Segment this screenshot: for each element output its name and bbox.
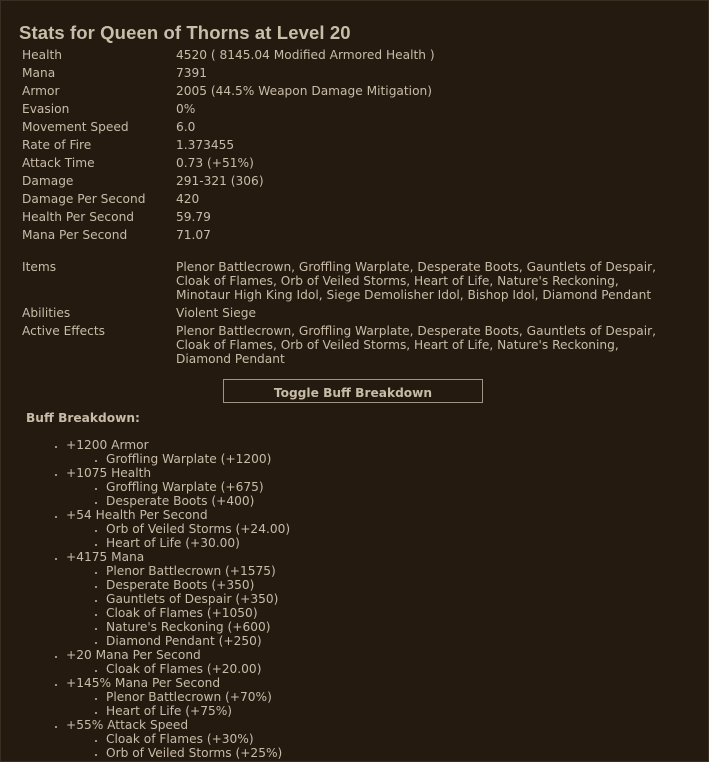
stat-row xyxy=(20,100,686,118)
active-effects-value xyxy=(176,322,686,368)
stat-value: 420 xyxy=(176,192,200,206)
buff-source: • Heart of Life (+30.00) xyxy=(106,536,290,550)
stat-label: Attack Time xyxy=(22,156,95,170)
stat-value: 71.07 xyxy=(176,228,211,242)
stat-row xyxy=(20,190,686,208)
buff-source: • Groffling Warplate (+1200) xyxy=(106,452,290,466)
stat-value: 2005 (44.5% Weapon Damage Mitigation) xyxy=(176,84,433,98)
stat-label: Damage xyxy=(22,174,74,188)
buff-name: +145% Mana Per Second xyxy=(66,676,221,690)
buff-source: • Orb of Veiled Storms (+24.00) xyxy=(106,522,290,536)
buff-source: • Cloak of Flames (+30%) xyxy=(106,732,290,746)
buff-item xyxy=(66,550,290,648)
buff-source-list xyxy=(66,662,290,676)
stat-value: 59.79 xyxy=(176,210,211,224)
stat-row xyxy=(20,226,686,244)
buff-source: • Nature's Reckoning (+600) xyxy=(106,620,290,634)
stat-label: Mana Per Second xyxy=(22,228,128,242)
buff-item xyxy=(66,508,290,550)
stat-row xyxy=(20,82,686,100)
buff-item xyxy=(66,676,290,718)
active-effects-row xyxy=(20,322,686,368)
stat-row xyxy=(20,46,686,64)
items-label: Items xyxy=(22,260,57,274)
buff-item xyxy=(66,466,290,508)
buff-breakdown-title: Buff Breakdown: xyxy=(26,411,140,425)
buff-name: +1075 Health xyxy=(66,466,152,480)
active-effects-label: Active Effects xyxy=(22,324,105,338)
stat-row xyxy=(20,136,686,154)
buff-source: • Orb of Veiled Storms (+25%) xyxy=(106,746,290,760)
buff-source-list xyxy=(66,452,290,466)
buff-source: • Desperate Boots (+400) xyxy=(106,494,290,508)
items-row xyxy=(20,258,686,304)
items-line: Cloak of Flames, Orb of Veiled Storms, Heart of Life, Nature's Reckoning, xyxy=(176,274,619,288)
buff-item xyxy=(66,718,290,760)
stat-label: Mana xyxy=(22,66,56,80)
stat-row xyxy=(20,172,686,190)
buff-source: • Cloak of Flames (+20.00) xyxy=(106,662,290,676)
page-title: Stats for Queen of Thorns at Level 20 xyxy=(19,22,351,43)
buff-item xyxy=(66,648,290,676)
items-value xyxy=(176,258,686,304)
stat-label: Health xyxy=(22,48,63,62)
buff-name: +1200 Armor xyxy=(66,438,149,452)
buff-source: • Plenor Battlecrown (+70%) xyxy=(106,690,290,704)
stat-row xyxy=(20,118,686,136)
buff-name: +20 Mana Per Second xyxy=(66,648,201,662)
active-effects-line: Plenor Battlecrown, Groffling Warplate, Desperate Boots, Gauntlets of Despair, xyxy=(176,324,657,338)
items-line: Plenor Battlecrown, Groffling Warplate, Desperate Boots, Gauntlets of Despair, xyxy=(176,260,657,274)
stat-row xyxy=(20,64,686,82)
buff-name: +54 Health Per Second xyxy=(66,508,208,522)
stat-label: Health Per Second xyxy=(22,210,135,224)
stat-label: Movement Speed xyxy=(22,120,129,134)
abilities-value: Violent Siege xyxy=(176,306,257,320)
stat-label: Damage Per Second xyxy=(22,192,146,206)
buff-source: • Desperate Boots (+350) xyxy=(106,578,290,592)
buff-source: • Heart of Life (+75%) xyxy=(106,704,290,718)
buff-source-list xyxy=(66,522,290,550)
buff-name: +4175 Mana xyxy=(66,550,145,564)
stat-value: 291-321 (306) xyxy=(176,174,264,188)
buff-item xyxy=(66,438,290,466)
buff-source: • Groffling Warplate (+675) xyxy=(106,480,290,494)
buff-source: • Diamond Pendant (+250) xyxy=(106,634,290,648)
abilities-row xyxy=(20,304,686,322)
stat-value: 1.373455 xyxy=(176,138,235,152)
buff-source: • Cloak of Flames (+1050) xyxy=(106,606,290,620)
active-effects-line: Diamond Pendant xyxy=(176,352,285,366)
stat-value: 4520 ( 8145.04 Modified Armored Health ) xyxy=(176,48,435,62)
stat-label: Evasion xyxy=(22,102,70,116)
toggle-buff-breakdown-button[interactable]: Toggle Buff Breakdown xyxy=(223,379,483,403)
stat-row xyxy=(20,154,686,172)
stat-value: 0.73 (+51%) xyxy=(176,156,254,170)
buff-source-list xyxy=(66,690,290,718)
stats-table xyxy=(20,46,686,368)
spacer-row xyxy=(20,244,686,258)
abilities-label: Abilities xyxy=(22,306,71,320)
items-line: Minotaur High King Idol, Siege Demolisher Idol, Bishop Idol, Diamond Pendant xyxy=(176,288,652,302)
buff-source-list xyxy=(66,732,290,760)
stat-label: Armor xyxy=(22,84,60,98)
buff-source-list xyxy=(66,480,290,508)
buff-name: +55% Attack Speed xyxy=(66,718,189,732)
buff-source-list xyxy=(66,564,290,648)
stat-value: 7391 xyxy=(176,66,208,80)
stat-value: 6.0 xyxy=(176,120,196,134)
buff-source: • Gauntlets of Despair (+350) xyxy=(106,592,290,606)
buff-source: • Plenor Battlecrown (+1575) xyxy=(106,564,290,578)
stat-value: 0% xyxy=(176,102,196,116)
stat-label: Rate of Fire xyxy=(22,138,92,152)
buff-list xyxy=(33,438,290,760)
active-effects-line: Cloak of Flames, Orb of Veiled Storms, Heart of Life, Nature's Reckoning, xyxy=(176,338,619,352)
stat-row xyxy=(20,208,686,226)
